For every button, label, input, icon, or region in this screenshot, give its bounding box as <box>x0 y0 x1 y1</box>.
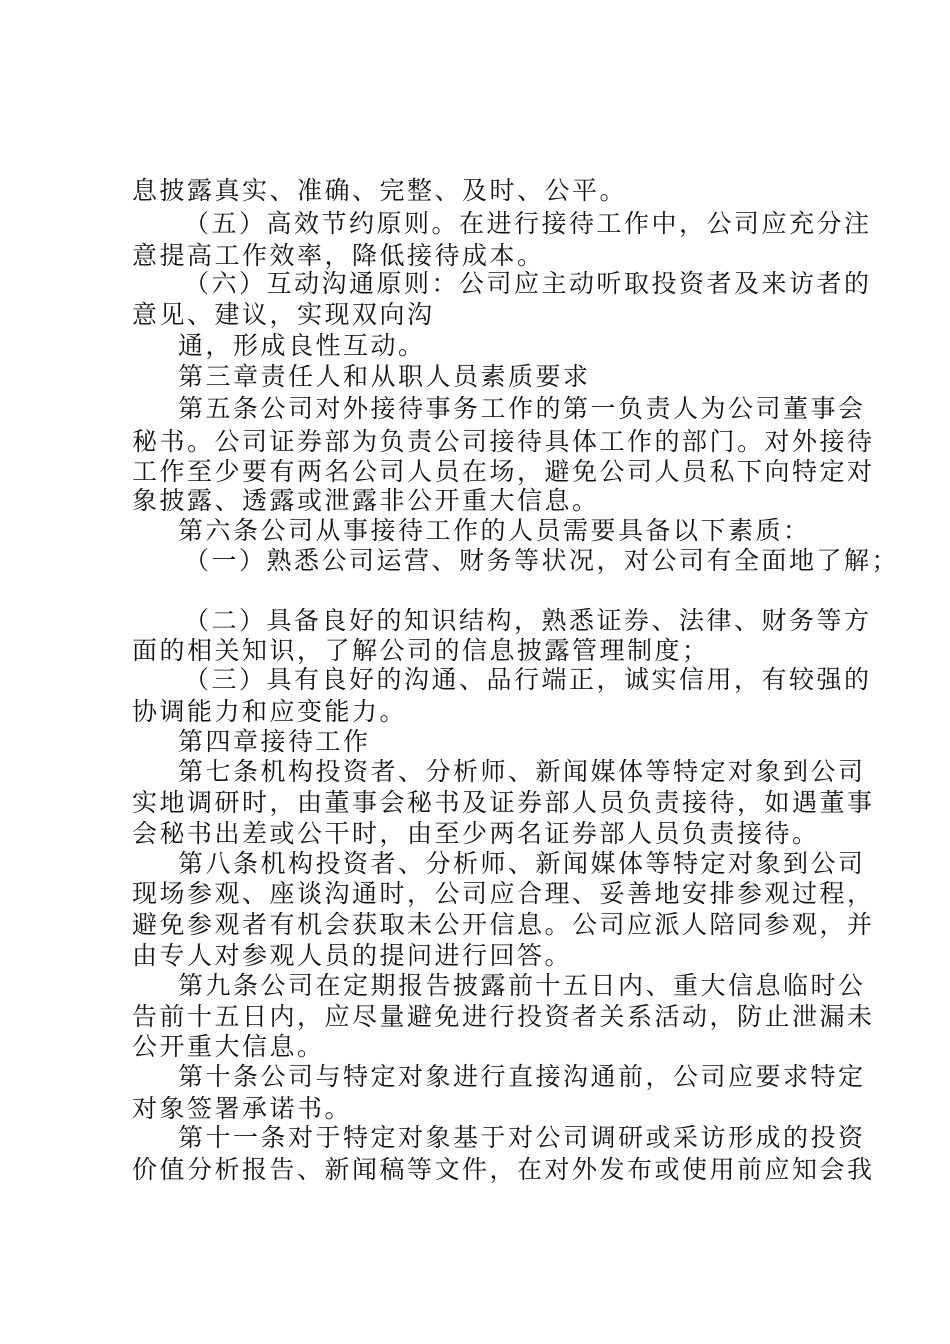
text-line: 告前十五日内，应尽量避免进行投资者关系活动，防止泄漏未 <box>132 1002 875 1031</box>
text-line: 由专人对参观人员的提问进行回答。 <box>132 941 573 970</box>
text-line: （一）熟悉公司运营、财务等状况，对公司有全面地了解； <box>184 546 900 575</box>
text-line: 实地调研时，由董事会秘书及证券部人员负责接待，如遇董事 <box>132 788 875 817</box>
text-line: 象披露、透露或泄露非公开重大信息。 <box>132 486 600 515</box>
text-line: 息披露真实、准确、完整、及时、公平。 <box>132 176 628 205</box>
text-line: 通，形成良性互动。 <box>178 331 426 360</box>
text-line: 工作至少要有两名公司人员在场，避免公司人员私下向特定对 <box>132 457 875 486</box>
text-line: 秘书。公司证券部为负责公司接待具体工作的部门。对外接待 <box>132 427 875 456</box>
text-line: 意见、建议，实现双向沟 <box>132 300 435 329</box>
text-line: 公开重大信息。 <box>132 1032 325 1061</box>
text-line: （五）高效节约原则。在进行接待工作中，公司应充分注 <box>184 209 872 238</box>
text-line: 会秘书出差或公干时，由至少两名证券部人员负责接待。 <box>132 819 820 848</box>
text-line: 面的相关知识，了解公司的信息披露管理制度； <box>132 636 710 665</box>
chapter-heading: 第三章责任人和从职人员素质要求 <box>178 362 591 391</box>
chapter-heading: 第四章接待工作 <box>178 727 371 756</box>
text-line: 第五条公司对外接待事务工作的第一负责人为公司董事会 <box>178 394 866 423</box>
text-line: （二）具备良好的知识结构，熟悉证券、法律、财务等方 <box>184 606 872 635</box>
text-line: 第七条机构投资者、分析师、新闻媒体等特定对象到公司 <box>178 757 866 786</box>
text-line: 现场参观、座谈沟通时，公司应合理、妥善地安排参观过程， <box>132 879 875 908</box>
text-line: （六）互动沟通原则：公司应主动听取投资者及来访者的 <box>184 269 872 298</box>
text-line: 对象签署承诺书。 <box>132 1094 353 1123</box>
text-line: 协调能力和应变能力。 <box>132 697 408 726</box>
text-line: 第六条公司从事接待工作的人员需要具备以下素质： <box>178 516 811 545</box>
text-line: 第十条公司与特定对象进行直接沟通前，公司应要求特定 <box>178 1062 866 1091</box>
text-line: （三）具有良好的沟通、品行端正，诚实信用，有较强的 <box>184 665 872 694</box>
text-line: 第十一条对于特定对象基于对公司调研或采访形成的投资 <box>178 1123 866 1152</box>
text-line: 避免参观者有机会获取未公开信息。公司应派人陪同参观，并 <box>132 910 875 939</box>
text-line: 意提高工作效率，降低接待成本。 <box>132 241 545 270</box>
text-line: 第九条公司在定期报告披露前十五日内、重大信息临时公 <box>178 971 866 1000</box>
text-line: 价值分析报告、新闻稿等文件，在对外发布或使用前应知会我 <box>132 1155 875 1184</box>
text-line: 第八条机构投资者、分析师、新闻媒体等特定对象到公司 <box>178 849 866 878</box>
